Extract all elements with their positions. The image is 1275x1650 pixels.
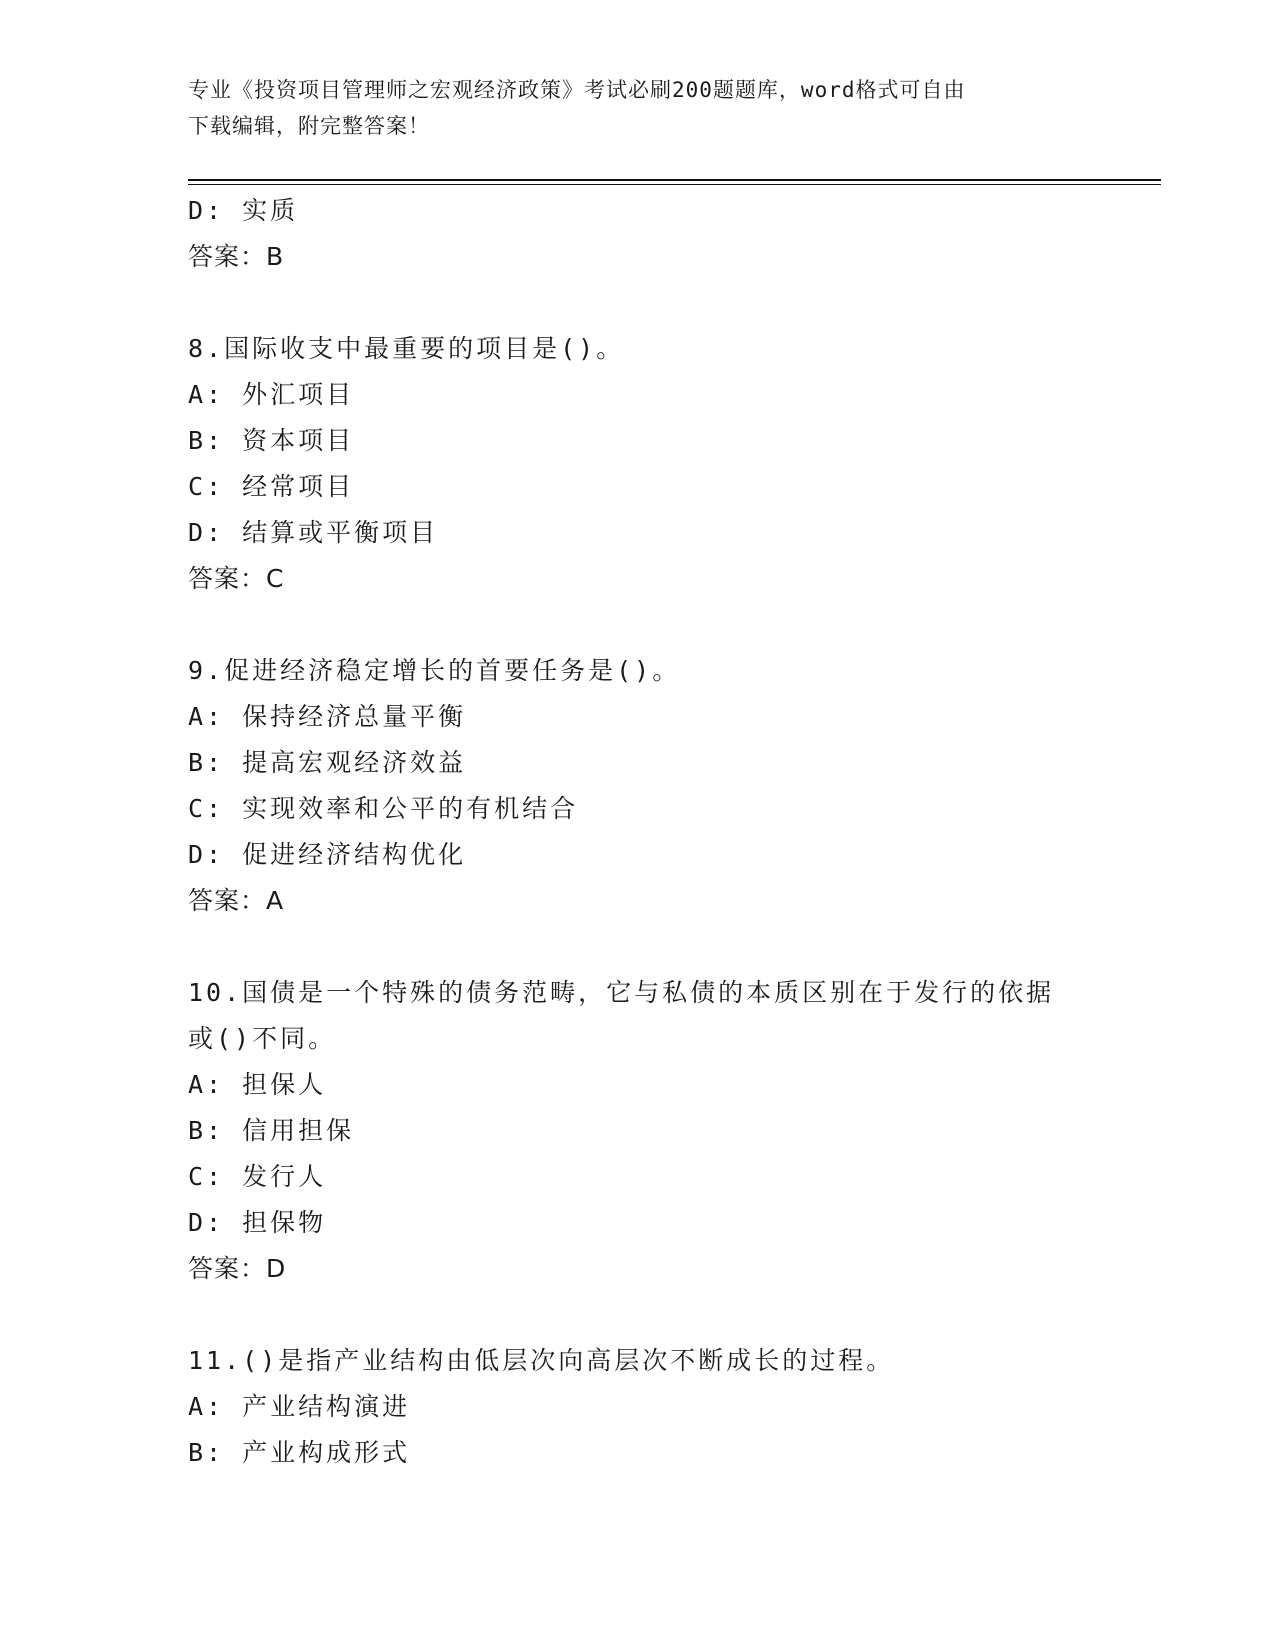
question-block-8	[188, 326, 1088, 602]
question-text: 8.国际收支中最重要的项目是()。	[188, 334, 625, 363]
option-c: C: 发行人	[188, 1162, 327, 1191]
option-a: A: 担保人	[188, 1070, 327, 1099]
question-block-11	[188, 1338, 1088, 1476]
option-d: D: 促进经济结构优化	[188, 840, 467, 869]
spacer	[188, 924, 1088, 970]
answer-line: 答案：A	[188, 886, 285, 915]
question-text-line-2: 或()不同。	[188, 1024, 337, 1053]
question-text: 11.()是指产业结构由低层次向高层次不断成长的过程。	[188, 1346, 895, 1375]
option-a: A: 产业结构演进	[188, 1392, 411, 1421]
question-block-10	[188, 970, 1088, 1292]
spacer	[188, 1292, 1088, 1338]
option-a: A: 外汇项目	[188, 380, 355, 409]
option-a: A: 保持经济总量平衡	[188, 702, 467, 731]
option-b: B: 产业构成形式	[188, 1438, 411, 1467]
question-text-line-1: 10.国债是一个特殊的债务范畴，它与私债的本质区别在于发行的依据	[188, 978, 1055, 1007]
answer-line: 答案：C	[188, 564, 285, 593]
option-b: B: 提高宏观经济效益	[188, 748, 467, 777]
question-block-9	[188, 648, 1088, 924]
option-c: C: 经常项目	[188, 472, 355, 501]
question-list	[188, 188, 1088, 1476]
header-line-1: 专业《投资项目管理师之宏观经济政策》考试必刷200题题库，word格式可自由	[188, 78, 966, 102]
option-d: D: 结算或平衡项目	[188, 518, 439, 547]
spacer	[188, 280, 1088, 326]
option-d: D: 实质	[188, 196, 299, 225]
answer-line: 答案：D	[188, 1254, 287, 1283]
spacer	[188, 602, 1088, 648]
document-header	[188, 72, 1088, 144]
answer-line: 答案：B	[188, 242, 285, 271]
header-divider-thick	[188, 179, 1161, 181]
option-d: D: 担保物	[188, 1208, 327, 1237]
header-divider-thin	[188, 184, 1161, 185]
option-c: C: 实现效率和公平的有机结合	[188, 794, 579, 823]
option-b: B: 资本项目	[188, 426, 355, 455]
header-line-2: 下载编辑，附完整答案！	[188, 114, 430, 138]
option-b: B: 信用担保	[188, 1116, 355, 1145]
question-text: 9.促进经济稳定增长的首要任务是()。	[188, 656, 681, 685]
